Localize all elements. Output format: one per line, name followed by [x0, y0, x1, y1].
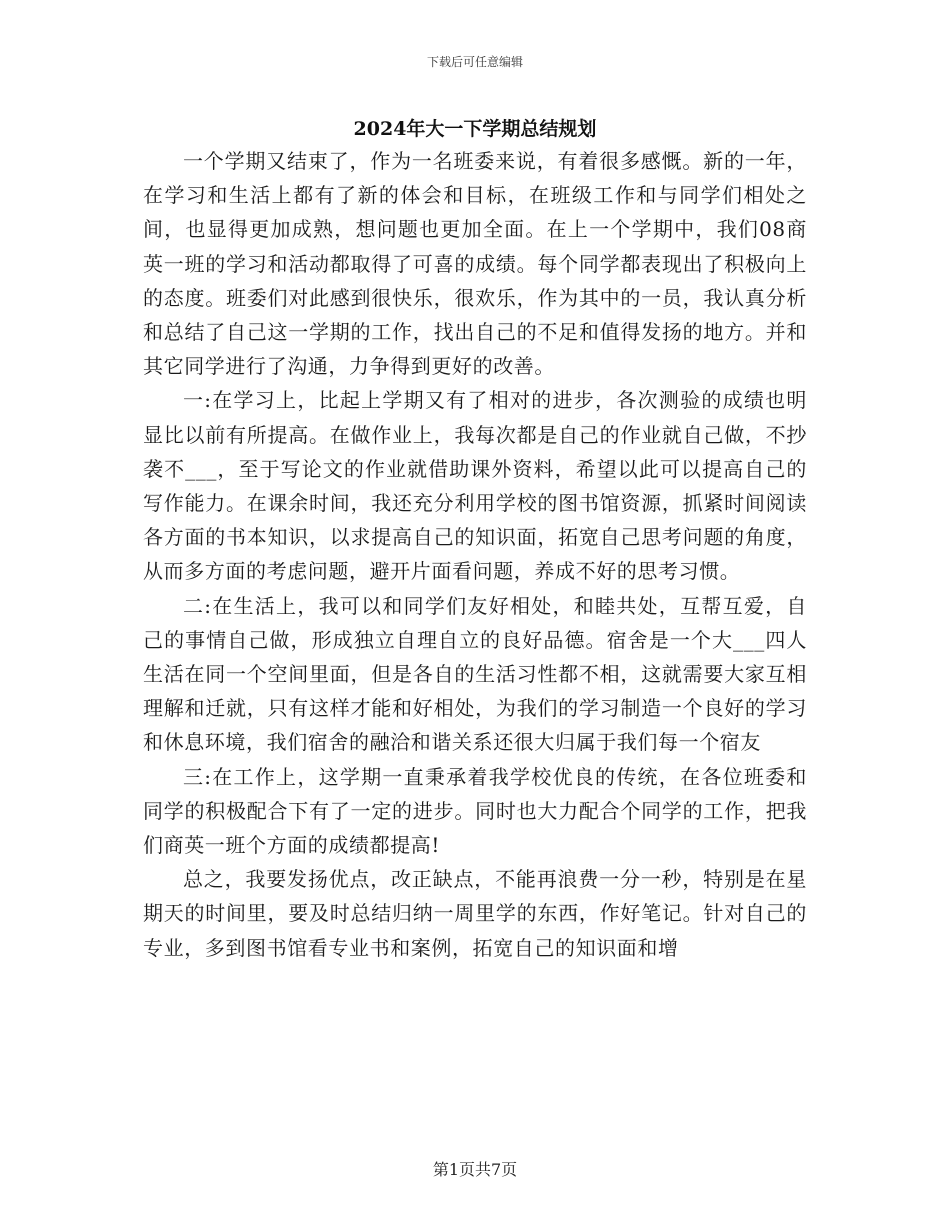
- paragraph-work: 三:在工作上，这学期一直秉承着我学校优良的传统，在各位班委和同学的积极配合下有了一定的进步。同时也大力配合个同学的工作，把我们商英一班个方面的成绩都提高!: [143, 764, 807, 858]
- paragraph-summary: 总之，我要发扬优点，改正缺点，不能再浪费一分一秒，特别是在星期天的时间里，要及时总结归纳一周里学的东西，作好笔记。针对自己的专业，多到图书馆看专业书和案例，拓宽自己的知识面和增: [143, 867, 807, 960]
- paragraph-study: 一:在学习上，比起上学期又有了相对的进步，各次测验的成绩也明显比以前有所提高。在做作业上，我每次都是自己的作业就自己做，不抄袭不___，至于写论文的作业就借助课外资料，希望以此可以提高自己的写作能力。在课余时间，我还充分利用学校的图书馆资源，抓紧时间阅读各方面的书本知识，以求提高自己的知识面，拓宽自己思考问题的角度，从而多方面的考虑问题，避开片面看问题，养成不好的思考习惯。: [143, 388, 807, 584]
- paragraph-intro: 一个学期又结束了，作为一名班委来说，有着很多感慨。新的一年，在学习和生活上都有了新的体会和目标，在班级工作和与同学们相处之间，也显得更加成熟，想问题也更加全面。在上一个学期中，我们08商英一班的学习和活动都取得了可喜的成绩。每个同学都表现出了积极向上的态度。班委们对此感到很快乐，很欢乐，作为其中的一员，我认真分析和总结了自己这一学期的工作，找出自己的不足和值得发扬的地方。并和其它同学进行了沟通，力争得到更好的改善。: [143, 149, 807, 379]
- document-body: [143, 144, 807, 965]
- header-note: 下载后可任意编辑: [426, 55, 523, 69]
- document-title: 2024年大一下学期总结规划: [353, 118, 597, 140]
- paragraph-life: 二:在生活上，我可以和同学们友好相处，和睦共处，互帮互爱，自己的事情自己做，形成独立自理自立的良好品德。宿舍是一个大___四人生活在同一个空间里面，但是各自的生活习性都不相，这就需要大家互相理解和迁就，只有这样才能和好相处，为我们的学习制造一个良好的学习和休息环境，我们宿舍的融洽和谐关系还很大归属于我们每一个宿友: [143, 593, 807, 755]
- page-indicator: 第1页共7页: [432, 1160, 518, 1179]
